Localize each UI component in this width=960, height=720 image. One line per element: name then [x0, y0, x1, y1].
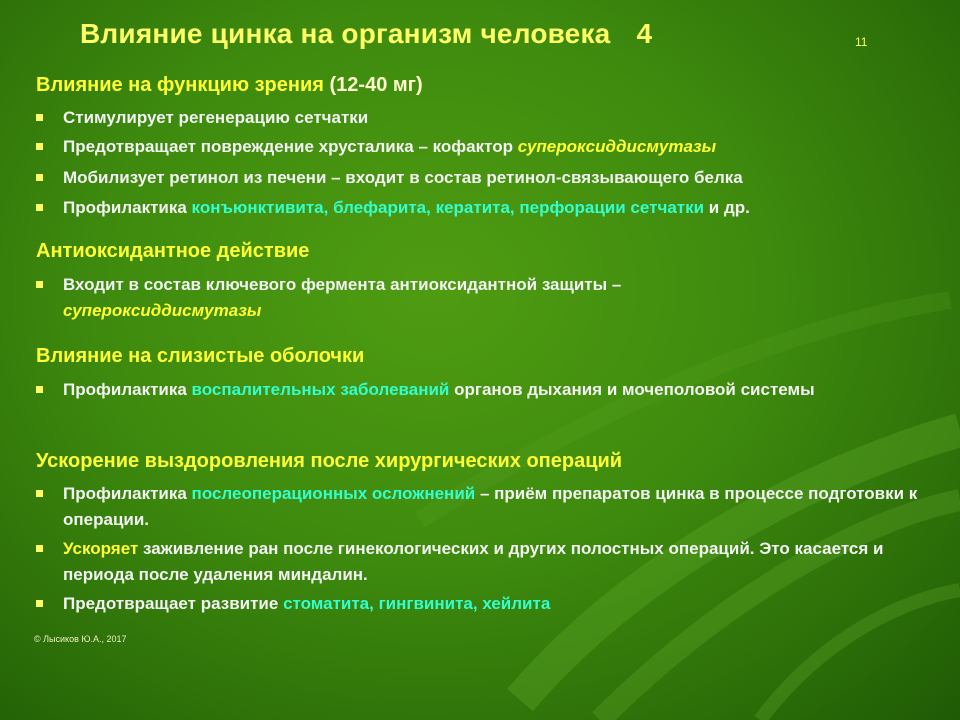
text-part: заживление ран после гинекологических и других полостных операций. Это касается и периода после удаления миндалин.	[63, 539, 884, 584]
list-item	[36, 105, 926, 131]
highlight-text: стоматита, гингвинита, хейлита	[283, 594, 551, 613]
section-heading-vision	[36, 74, 423, 97]
list-item	[36, 591, 926, 617]
highlight-text: воспалительных заболеваний	[191, 380, 450, 399]
list-item	[36, 481, 926, 533]
slide-number: 11	[855, 35, 868, 49]
section-heading-mucosa	[36, 345, 364, 368]
list-item	[36, 536, 926, 588]
list-item-text	[36, 272, 926, 324]
slide-title-number: 4	[636, 18, 653, 49]
list-item	[36, 134, 926, 160]
section-heading-text: Антиоксидантное действие	[36, 240, 310, 262]
section-heading-text: Ускорение выздоровления после хирургических операций	[36, 450, 623, 472]
square-bullet-icon	[36, 114, 43, 121]
square-bullet-icon	[36, 281, 43, 288]
list-item-text	[36, 134, 926, 160]
text-part: органов дыхания и мочеполовой системы	[449, 380, 815, 399]
slide-title-text: Влияние цинка на организм человека	[80, 18, 611, 49]
list-item-text	[36, 377, 926, 403]
section-heading-text: Влияние на функцию зрения	[36, 74, 324, 96]
highlight-text: послеоперационных осложнений	[191, 484, 476, 503]
list-item	[36, 165, 926, 191]
text-part: Профилактика	[63, 198, 192, 217]
list-item	[36, 272, 926, 324]
section-heading-note: (12-40 мг)	[329, 74, 423, 96]
text-part: Стимулирует регенерацию сетчатки	[63, 108, 369, 127]
square-bullet-icon	[36, 204, 43, 211]
text-part: – приём препаратов цинка в процессе подготовки к операции.	[63, 484, 918, 529]
square-bullet-icon	[36, 545, 43, 552]
section-heading-text: Влияние на слизистые оболочки	[36, 345, 365, 367]
square-bullet-icon	[36, 174, 43, 181]
section-heading-surgery	[36, 450, 622, 473]
highlight-text: Ускоряет	[63, 539, 139, 558]
list-item-text	[36, 591, 926, 617]
highlight-text: супероксиддисмутазы	[517, 137, 717, 156]
copyright-footer: © Лысиков Ю.А., 2017	[34, 634, 127, 644]
slide-title	[80, 18, 652, 50]
list-item-text	[36, 165, 926, 191]
section-heading-antioxidant	[36, 240, 309, 263]
list-item	[36, 377, 926, 403]
list-item-text	[36, 105, 926, 131]
text-part: и др.	[704, 198, 750, 217]
square-bullet-icon	[36, 600, 43, 607]
list-item-text	[36, 536, 926, 588]
square-bullet-icon	[36, 386, 43, 393]
list-item-text	[36, 481, 926, 533]
square-bullet-icon	[36, 490, 43, 497]
text-part: Предотвращает развитие	[63, 594, 284, 613]
text-part: Предотвращает повреждение хрусталика – кофактор	[63, 137, 518, 156]
text-part: Входит в состав ключевого фермента антиоксидантной защиты –	[63, 275, 622, 294]
list-item	[36, 195, 926, 221]
text-part: Профилактика	[63, 484, 192, 503]
text-part: Профилактика	[63, 380, 192, 399]
square-bullet-icon	[36, 143, 43, 150]
text-part: Мобилизует ретинол из печени – входит в состав ретинол-связывающего белка	[63, 168, 743, 187]
list-item-text	[36, 195, 926, 221]
highlight-text: супероксиддисмутазы	[63, 301, 262, 320]
highlight-text: конъюнктивита, блефарита, кератита, перфорации сетчатки	[191, 198, 705, 217]
